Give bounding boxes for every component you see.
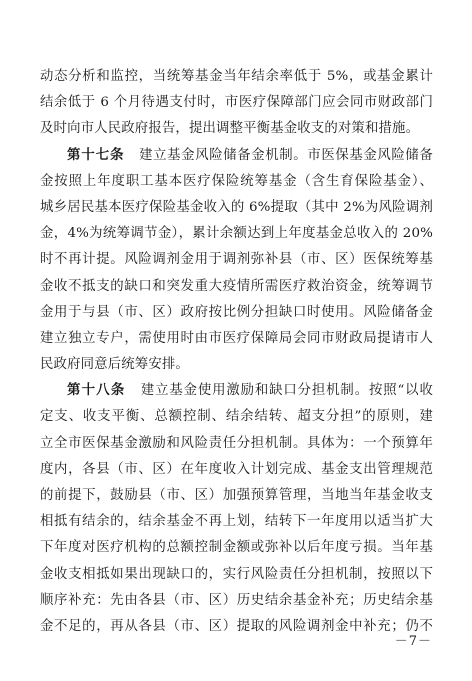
text-line: 结余低于 6 个月待遇支付时，市医疗保障部门应会同市财政部门 (40, 95, 433, 111)
text-line: 时不再计提。风险调剂金用于调剂弥补县（市、区）医保统筹基 (40, 252, 433, 268)
text-line: 城乡居民基本医疗保险基金收入的 6%提取（其中 2%为风险调剂 (40, 199, 433, 215)
text-line: 金收支相抵如果出现缺口的，实行风险责任分担机制，按照以下 (40, 566, 433, 582)
document-body (40, 64, 433, 640)
article-18-label: 第十八条 (67, 383, 126, 399)
text-line: 的前提下，鼓励县（市、区）加强预算管理，当地当年基金收支 (40, 488, 433, 503)
article-18-text: 建立基金使用激励和缺口分担机制。按照“以收 (140, 383, 433, 399)
text-line: 度内，各县（市、区）在年度收入计划完成、基金支出管理规范 (40, 461, 433, 477)
text-line: 定支、收支平衡、总额控制、结余结转、超支分担”的原则，建 (40, 409, 433, 425)
text-line: 金按照上年度职工基本医疗保险统筹基金（含生育保险基金）、 (40, 173, 433, 189)
text-line: 金收不抵支的缺口和突发重大疫情所需医疗救治资金，统筹调节 (40, 278, 433, 294)
text-line: 金用于与县（市、区）政府按比例分担缺口时使用。风险储备金 (40, 304, 433, 320)
text-line: 金不足的，再从各县（市、区）提取的风险调剂金中补充；仍不 (40, 618, 433, 634)
text-line: 金，4%为统筹调节金），累计余额达到上年度基金总收入的 20% (40, 226, 433, 242)
text-line: 及时向市人民政府报告，提出调整平衡基金收支的对策和措施。 (40, 121, 420, 137)
text-line: 民政府同意后统筹安排。 (40, 357, 189, 373)
text-line: 建立独立专户，需使用时由市医疗保障局会同市财政局提请市人 (40, 330, 433, 346)
article-17-heading-line (40, 143, 433, 169)
text-line: 相抵有结余的，结余基金不再上划，结转下一年度用以适当扩大 (40, 514, 433, 530)
text-line: 下年度对医疗机构的总额控制金额或弥补以后年度亏损。当年基 (40, 540, 433, 556)
text-line: 立全市医保基金激励和风险责任分担机制。具体为：一个预算年 (40, 435, 433, 451)
page-number: －7－ (394, 634, 432, 649)
article-17-text: 建立基金风险储备金机制。市医保基金风险储备 (139, 147, 433, 163)
text-line: 动态分析和监控，当统筹基金当年结余率低于 5%，或基金累计 (40, 69, 433, 84)
text-line: 顺序补充：先由各县（市、区）历史结余基金补充；历史结余基 (40, 592, 433, 608)
article-17-label: 第十七条 (67, 147, 125, 163)
article-18-heading-line (40, 378, 433, 404)
